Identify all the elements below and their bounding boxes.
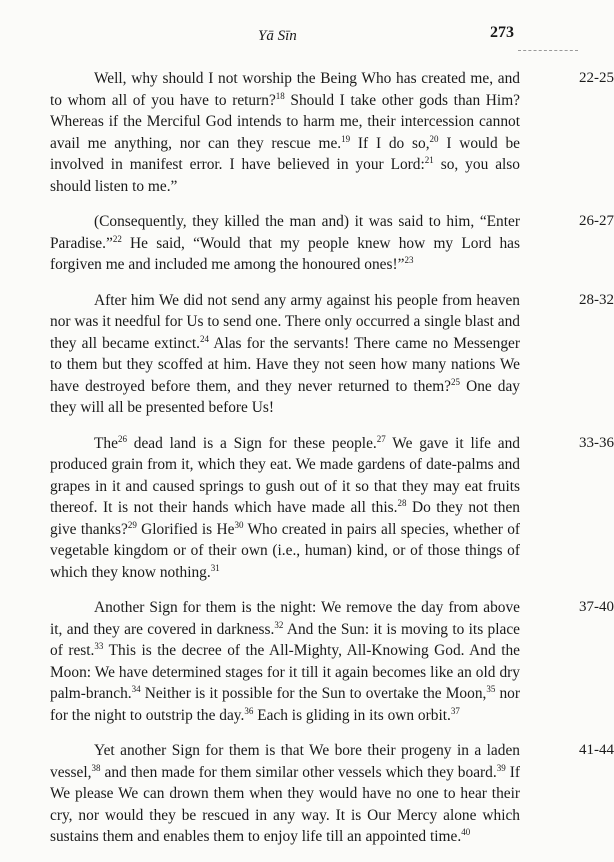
page-header (0, 24, 600, 48)
footnote-marker: 31 (210, 562, 220, 573)
paragraph-text: If We please We can drown them when they would have no one to hear their cry, nor would they be rescued in any way. It is Our Mercy alone which sustains them and enables them to enjoy life till an appointed time. (50, 763, 520, 845)
paragraph-text: Neither is it possible for the Sun to overtake the Moon, (140, 685, 487, 702)
paragraph-text: Should I take other gods than Him? Whereas if the Merciful God intends to harm me, their intercession cannot avail me anything, nor can they rescue me. (50, 91, 521, 152)
verse-reference: 41-44 (579, 742, 614, 758)
paragraph-text: We gave it life and produced grain from it, which they eat. We made gardens of date-palms and grapes in it and caused springs to gush out of it so that they may eat fruits thereof. It is not their hands which have made all this. (50, 434, 520, 516)
footnote-marker: 18 (275, 90, 285, 101)
footnote-marker: 35 (486, 683, 496, 694)
paragraph-text: and then made for them similar other vessels which they board. (100, 763, 497, 781)
paragraph-text: I would be involved in manifest error. I have believed in your Lord: (50, 134, 520, 173)
paragraph (50, 597, 614, 726)
footnote-marker: 26 (117, 433, 127, 444)
footnote-marker: 39 (496, 762, 506, 773)
paragraph (50, 211, 614, 276)
footnote-marker: 30 (234, 519, 244, 530)
footnote-marker: 20 (429, 133, 439, 144)
paragraph-text: One day they will all be presented before Us! (50, 377, 520, 416)
paragraph-text: Another Sign for them is the night: We remove the day from above it, and they are covered in darkness. (50, 599, 520, 638)
paragraph-text: If I do so, (350, 134, 430, 152)
verse-reference: 28-32 (579, 291, 614, 308)
paragraph-text: dead land is a Sign for these people. (126, 434, 377, 452)
paragraph (50, 433, 614, 584)
footnote-marker: 32 (274, 619, 284, 630)
footnote-marker: 37 (450, 705, 460, 716)
paragraph-text: (Consequently, they killed the man and) it was said to him, “Enter Paradise.” (50, 213, 520, 252)
footnote-marker: 23 (404, 254, 414, 265)
running-title: Yā Sīn (258, 28, 297, 44)
paragraph-text: Glorified is He (136, 520, 235, 538)
footnote-marker: 21 (424, 154, 434, 165)
paragraph-text: Who created in pairs all species, whether of vegetable kingdom or of their own (i.e., human) kind, or of those things of which they know nothing. (50, 520, 521, 581)
paragraph (50, 290, 614, 419)
paragraph-text: Yet another Sign for them is that We bore their progeny in a laden vessel, (50, 742, 520, 781)
paragraph-text: Do they not then give thanks? (50, 499, 520, 538)
footnote-marker: 38 (91, 762, 101, 773)
page-number: 273 (490, 24, 514, 41)
footnote-marker: 40 (461, 826, 471, 837)
paragraph-text: so, you also should listen to me.” (50, 156, 520, 195)
paragraph-text: After him We did not send any army against his people from heaven nor was it needful for Us to send one. There only occurred a single blast and they all became extinct. (50, 291, 520, 352)
verse-reference: 26-27 (579, 213, 614, 229)
verse-reference: 37-40 (579, 599, 614, 615)
page-body (50, 68, 614, 862)
footnote-marker: 22 (112, 233, 122, 244)
footnote-marker: 34 (131, 683, 141, 694)
footnote-marker: 25 (451, 376, 461, 387)
paragraph-text: Alas for the servants! There came no Messenger to them but they scoffed at him. Have they not seen how many nations We have destroyed before them, and they never returned to them? (50, 334, 520, 395)
paragraph-text: And the Sun: it is moving to its place of rest. (50, 620, 521, 659)
footnote-marker: 27 (376, 433, 386, 444)
footnote-marker: 19 (341, 133, 351, 144)
footnote-marker: 33 (94, 640, 104, 651)
paragraph-text: Well, why should I not worship the Being Who has created me, and to whom all of you have to return? (50, 70, 520, 109)
paragraph-text: The (94, 434, 118, 452)
header-rule (518, 50, 578, 51)
paragraph-text: nor for the night to outstrip the day. (50, 685, 520, 724)
paragraph-text: This is the decree of the All-Mighty, All-Knowing God. And the Moon: We have determined stages for it till it again becomes like an old dry palm-branch. (50, 642, 520, 702)
paragraph-text: Each is gliding in its own orbit. (253, 706, 451, 724)
paragraph-text: He said, “Would that my people knew how my Lord has forgiven me and included me among the honoured ones!” (50, 234, 520, 273)
footnote-marker: 24 (200, 333, 210, 344)
footnote-marker: 28 (397, 497, 407, 508)
footnote-marker: 36 (244, 705, 254, 716)
footnote-marker: 29 (127, 519, 137, 530)
paragraph (50, 68, 614, 197)
paragraph (50, 740, 614, 848)
verse-reference: 33-36 (579, 434, 614, 451)
verse-reference: 22-25 (579, 70, 614, 86)
